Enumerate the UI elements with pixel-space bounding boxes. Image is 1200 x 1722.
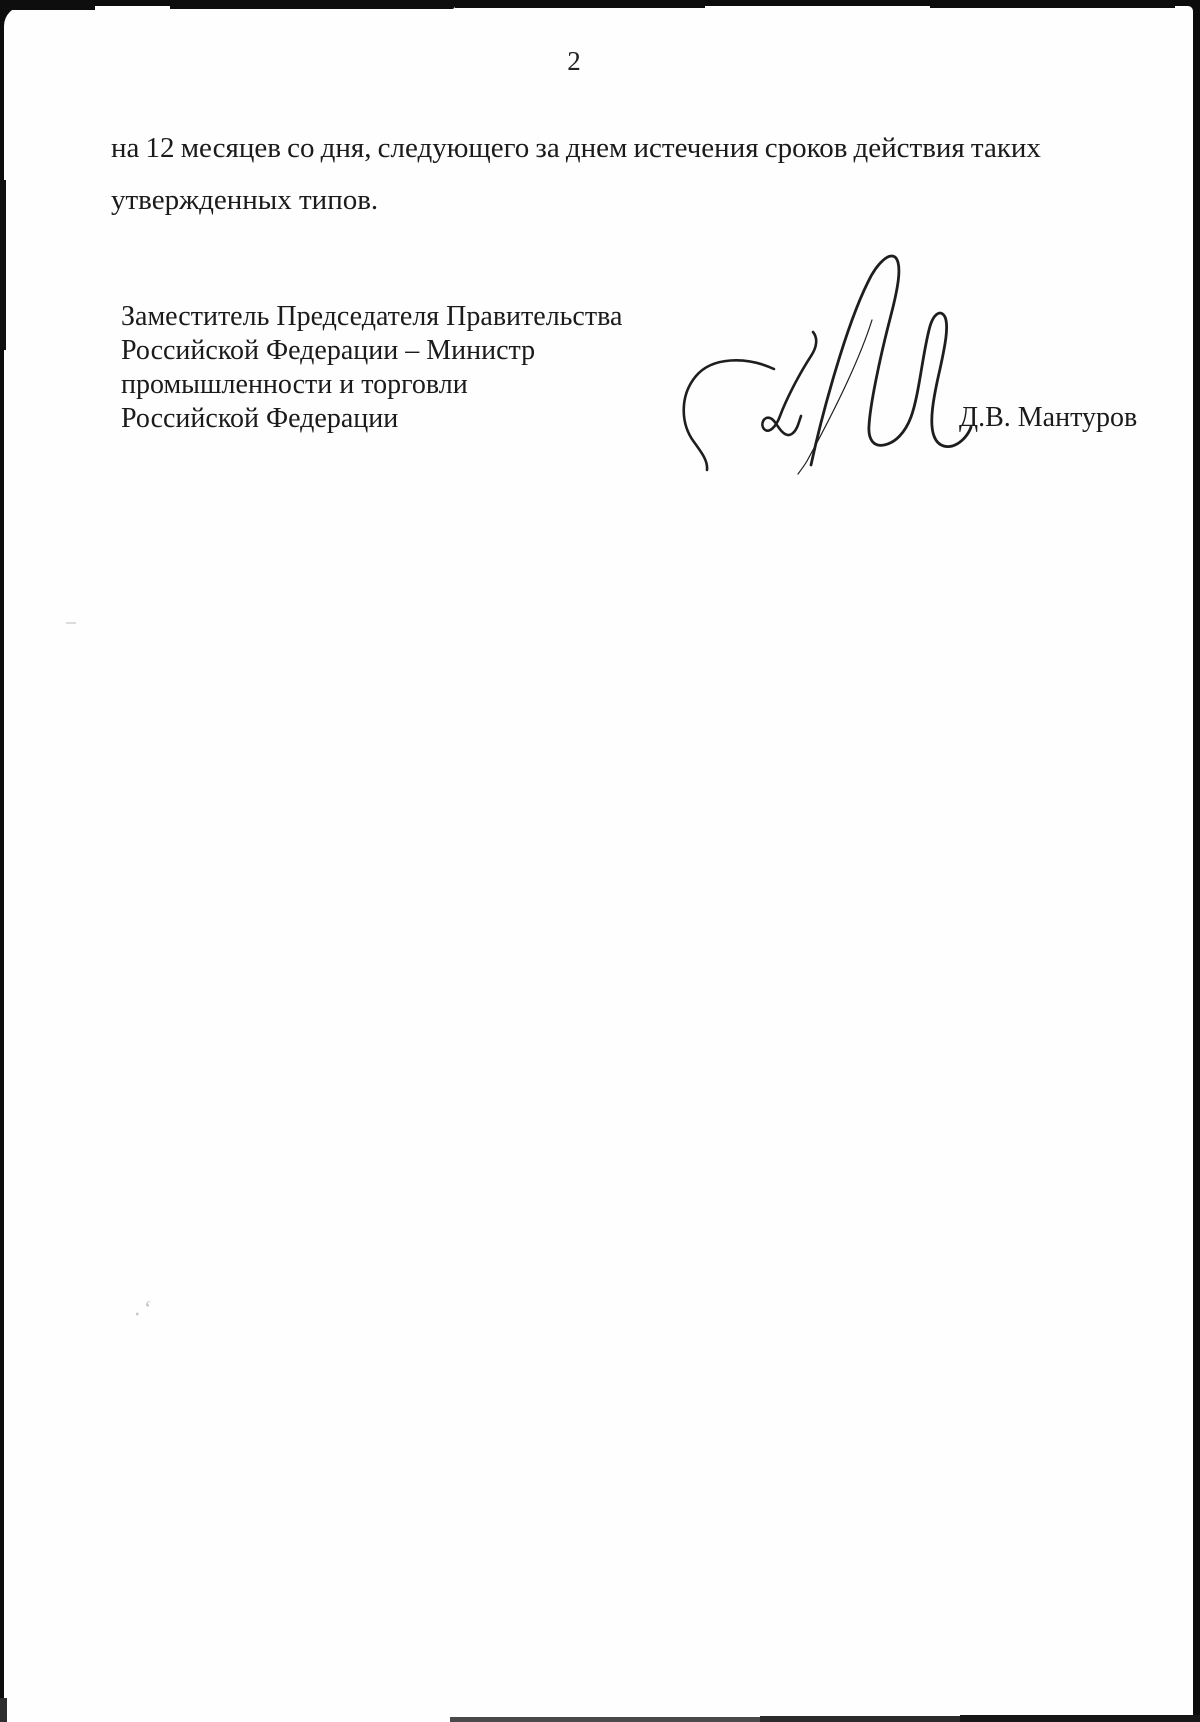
word: следующего [377,132,530,164]
word: истечения [633,132,759,164]
word: 12 [145,132,175,164]
paragraph-line-1 [111,122,1041,174]
word: таких [970,132,1041,164]
word: действия [853,132,965,164]
scan-border-artifact [0,180,6,350]
word: месяцев [180,132,281,164]
word: сроков [764,132,848,164]
handwritten-signature [614,218,1034,480]
page-number: 2 [567,46,581,76]
scan-border-artifact [170,0,455,9]
signatory-title-block [121,300,681,436]
signatory-title-line: Российской Федерации [121,403,399,434]
signature-stroke [762,332,816,435]
word: со [287,132,315,164]
signer-name: Д.В. Мантуров [959,402,1138,433]
paragraph-line-2: утвержденных типов. [111,184,379,216]
document-page [4,6,1193,1722]
word: днем [565,132,628,164]
scan-border-artifact [930,0,1175,8]
signature-stroke [798,320,872,474]
ink-speck: .‘ [133,1294,155,1324]
scan-smudge [66,622,76,624]
word: за [535,132,560,164]
signature-stroke [811,256,971,465]
signatory-title-line: промышленности и торговли [121,369,468,400]
scan-border-artifact [0,1698,7,1722]
signatory-title-line: Российской Федерации – Министр [121,335,536,366]
signature-stroke [684,360,774,470]
scan-border-artifact [455,0,705,8]
word: дня, [320,132,372,164]
word: на [111,132,140,164]
body-paragraph [111,122,1041,226]
signatory-title-line: Заместитель Председателя Правительства [121,301,623,332]
scan-border-artifact [0,0,95,10]
scan-border-artifact [960,1715,1200,1722]
